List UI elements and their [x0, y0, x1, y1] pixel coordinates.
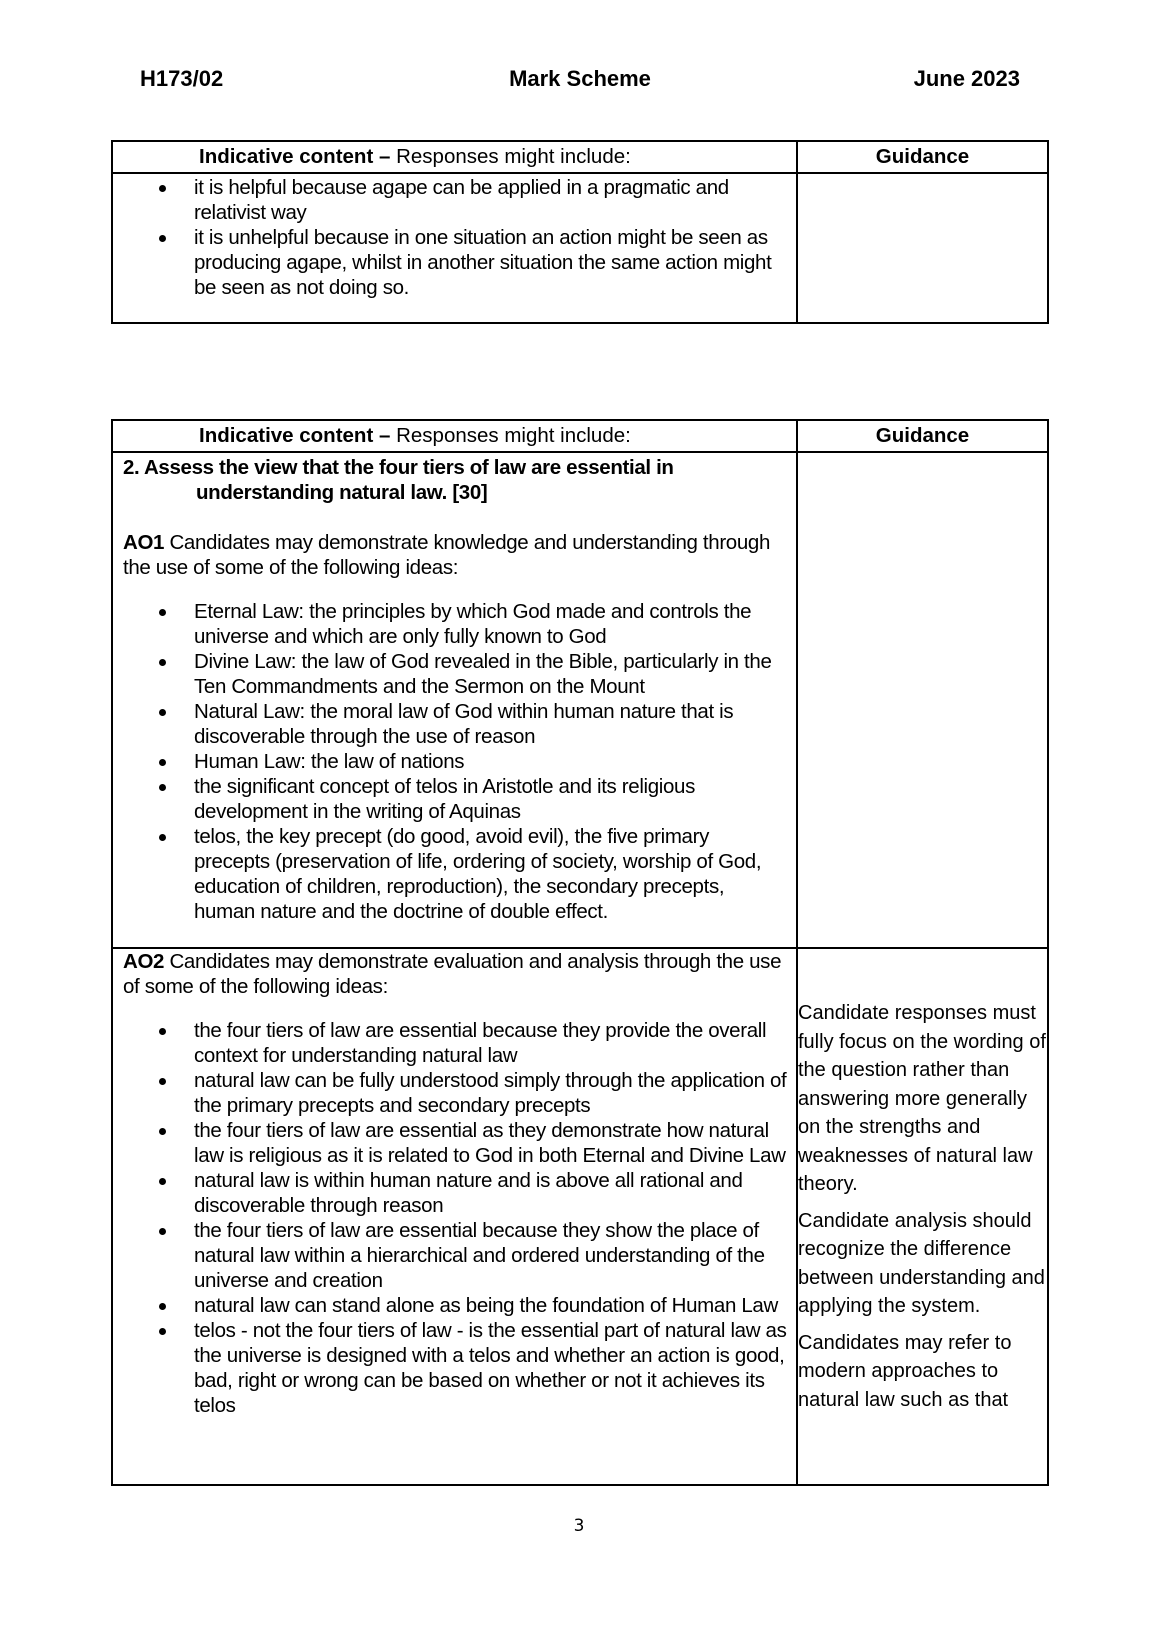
list-item: natural law is within human nature and is above all rational and discoverable through reason [113, 1168, 796, 1218]
guidance-paragraph: Candidate analysis should recognize the difference between understanding and applying the system. [798, 1209, 1045, 1317]
indicative-subtitle: Responses might include: [390, 424, 631, 447]
guidance-cell [797, 173, 1048, 323]
ao1-intro-text: Candidates may demonstrate knowledge and understanding through the use of some of the following ideas: [123, 531, 771, 579]
ao2-content-cell [112, 948, 797, 1485]
guidance-header: Guidance [797, 420, 1048, 452]
indicative-content-header [112, 141, 797, 173]
indicative-content-header [112, 420, 797, 452]
list-item: telos, the key precept (do good, avoid evil), the five primary precepts (preservation of life, ordering of society, worship of God, education of children, reproduction), the secondary precepts, human nature and the doctrine of double effect. [113, 824, 796, 924]
list-item: natural law can stand alone as being the foundation of Human Law [113, 1293, 796, 1318]
indicative-subtitle: Responses might include: [390, 145, 631, 168]
list-item: the four tiers of law are essential as they demonstrate how natural law is religious as it is related to God in both Eternal and Divine Law [113, 1118, 796, 1168]
document-title: Mark Scheme [509, 66, 651, 91]
list-item: the four tiers of law are essential because they show the place of natural law within a hierarchical and ordered understanding of the universe and creation [113, 1218, 796, 1293]
ao2-intro [113, 949, 796, 999]
guidance-cell [797, 452, 1048, 948]
indicative-label: Indicative content – [199, 145, 391, 168]
page-header [140, 66, 1020, 96]
list-item: it is unhelpful because in one situation an action might be seen as producing agape, whilst in another situation the same action might be seen as not doing so. [113, 225, 796, 300]
list-item: telos - not the four tiers of law - is the essential part of natural law as the universe is designed with a telos and whether an action is good, bad, right or wrong can be based on whether or not it achieves its telos [113, 1318, 796, 1418]
mark-scheme-table-2 [111, 419, 1049, 1486]
list-item: the four tiers of law are essential because they provide the overall context for understanding natural law [113, 1018, 796, 1068]
ao1-content-cell [112, 452, 797, 948]
paper-code: H173/02 [140, 66, 224, 91]
list-item: natural law can be fully understood simply through the application of the primary precepts and secondary precepts [113, 1068, 796, 1118]
indicative-label: Indicative content – [199, 424, 391, 447]
ao1-intro [113, 530, 796, 580]
ao2-guidance-cell [797, 948, 1048, 1485]
question-title [113, 455, 796, 505]
mark-scheme-table-1 [111, 140, 1049, 324]
list-item: Divine Law: the law of God revealed in the Bible, particularly in the Ten Commandments and the Sermon on the Mount [113, 649, 796, 699]
list-item: the significant concept of telos in Aristotle and its religious development in the writing of Aquinas [113, 774, 796, 824]
list-item: Human Law: the law of nations [113, 749, 796, 774]
guidance-paragraph: Candidate responses must fully focus on the wording of the question rather than answering more generally on the strengths and weaknesses of natural law theory. [798, 1002, 1046, 1195]
list-item: it is helpful because agape can be applied in a pragmatic and relativist way [113, 175, 796, 225]
page-number: 3 [573, 1516, 585, 1536]
ao1-label: AO1 [123, 531, 165, 554]
ao1-bullet-list [113, 599, 796, 924]
question-text-line2: understanding natural law. [30] [196, 481, 488, 504]
indicative-content-cell [112, 173, 797, 323]
exam-date: June 2023 [913, 66, 1020, 91]
guidance-paragraph: Candidates may refer to modern approaches to natural law such as that [798, 1331, 1012, 1411]
ao2-intro-text: Candidates may demonstrate evaluation and analysis through the use of some of the following ideas: [123, 950, 782, 998]
ao2-label: AO2 [123, 950, 165, 973]
question-text-line1: 2. Assess the view that the four tiers of law are essential in [123, 456, 674, 479]
list-item: Eternal Law: the principles by which God made and controls the universe and which are only fully known to God [113, 599, 796, 649]
list-item: Natural Law: the moral law of God within human nature that is discoverable through the use of reason [113, 699, 796, 749]
ao2-bullet-list [113, 1018, 796, 1418]
guidance-header: Guidance [797, 141, 1048, 173]
